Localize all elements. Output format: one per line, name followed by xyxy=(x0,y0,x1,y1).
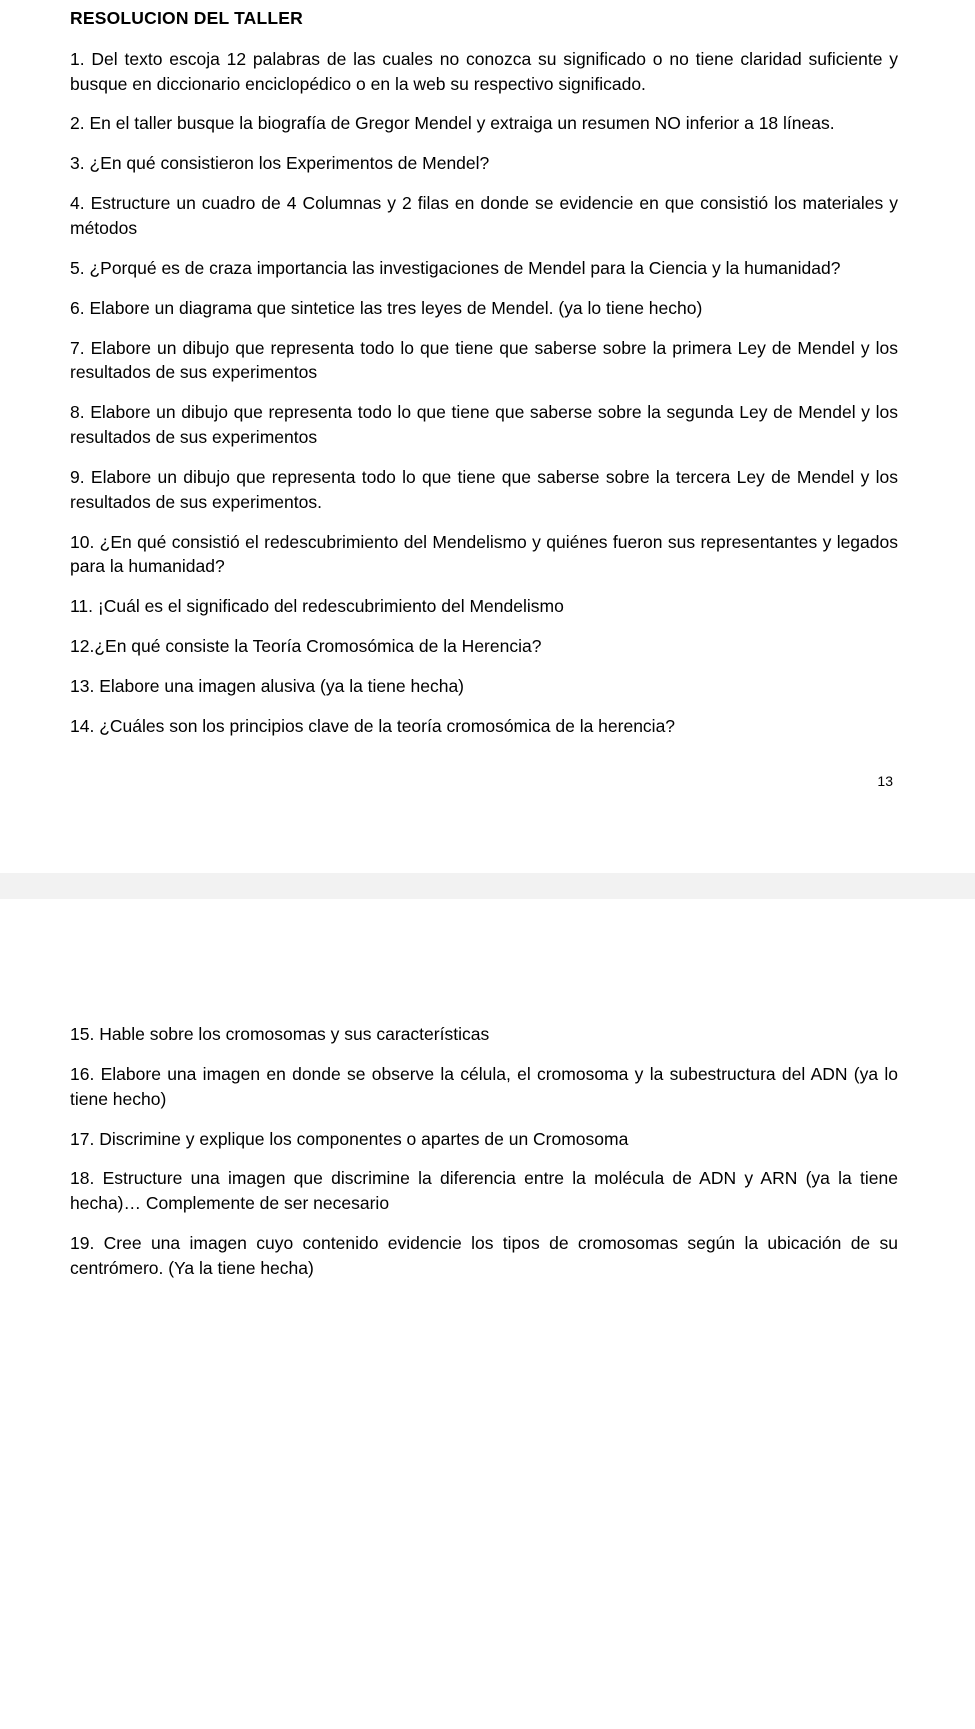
question-item-15: 15. Hable sobre los cromosomas y sus características xyxy=(70,1024,490,1044)
question-item-16: 16. Elabore una imagen en donde se observe la célula, el cromosoma y la subestructura del ADN (ya lo tiene hecho) xyxy=(70,1063,898,1109)
question-item-14: 14. ¿Cuáles son los principios clave de la teoría cromosómica de la herencia? xyxy=(70,715,676,736)
question-item-11: 11. ¡Cuál es el significado del redescubrimiento del Mendelismo xyxy=(70,596,564,617)
question-item-17: 17. Discrimine y explique los componentes o apartes de un Cromosoma xyxy=(70,1128,629,1149)
question-item-19: 19. Cree una imagen cuyo contenido evidencie los tipos de cromosomas según la ubicación de su centrómero. (Ya la tiene hecha) xyxy=(70,1233,898,1278)
question-item-4: 4. Estructure un cuadro de 4 Columnas y 2 filas en donde se evidencie en que consistió los materiales y métodos xyxy=(70,193,898,238)
question-item-7: 7. Elabore un dibujo que representa todo lo que tiene que saberse sobre la primera Ley de Mendel y los resultados de sus experimentos xyxy=(70,337,898,383)
question-item-13: 13. Elabore una imagen alusiva (ya la tiene hecha) xyxy=(70,675,464,696)
question-item-9: 9. Elabore un dibujo que representa todo lo que tiene que saberse sobre la tercera Ley de Mendel y los resultados de sus experimentos. xyxy=(70,466,898,512)
document-page-2 xyxy=(0,899,975,1729)
page-title: RESOLUCION DEL TALLER xyxy=(70,8,303,28)
question-item-10: 10. ¿En qué consistió el redescubrimiento del Mendelismo y quiénes fueron sus representantes y legados para la humanidad? xyxy=(70,531,898,577)
question-item-2: 2. En el taller busque la biografía de Gregor Mendel y extraiga un resumen NO inferior a 18 líneas. xyxy=(70,113,835,134)
question-item-3: 3. ¿En qué consistieron los Experimentos de Mendel? xyxy=(70,153,490,174)
page-top-margin xyxy=(70,899,898,1007)
question-item-1: 1. Del texto escoja 12 palabras de las cuales no conozca su significado o no tiene claridad suficiente y busque en diccionario enciclopédico o en la web su respectivo significado. xyxy=(70,48,898,94)
question-item-12: 12.¿En qué consiste la Teoría Cromosómica de la Herencia? xyxy=(70,636,542,657)
question-item-6: 6. Elabore un diagrama que sintetice las tres leyes de Mendel. (ya lo tiene hecho) xyxy=(70,297,703,318)
page-separator xyxy=(0,873,975,899)
question-item-5: 5. ¿Porqué es de craza importancia las investigaciones de Mendel para la Ciencia y la humanidad? xyxy=(70,257,841,278)
page-number: 13 xyxy=(877,772,893,789)
question-item-18: 18. Estructure una imagen que discrimine la diferencia entre la molécula de ADN y ARN (ya la tiene hecha)… Complemente de ser necesario xyxy=(70,1168,898,1214)
question-item-8: 8. Elabore un dibujo que representa todo lo que tiene que saberse sobre la segunda Ley de Mendel y los resultados de sus experimentos xyxy=(70,402,898,448)
